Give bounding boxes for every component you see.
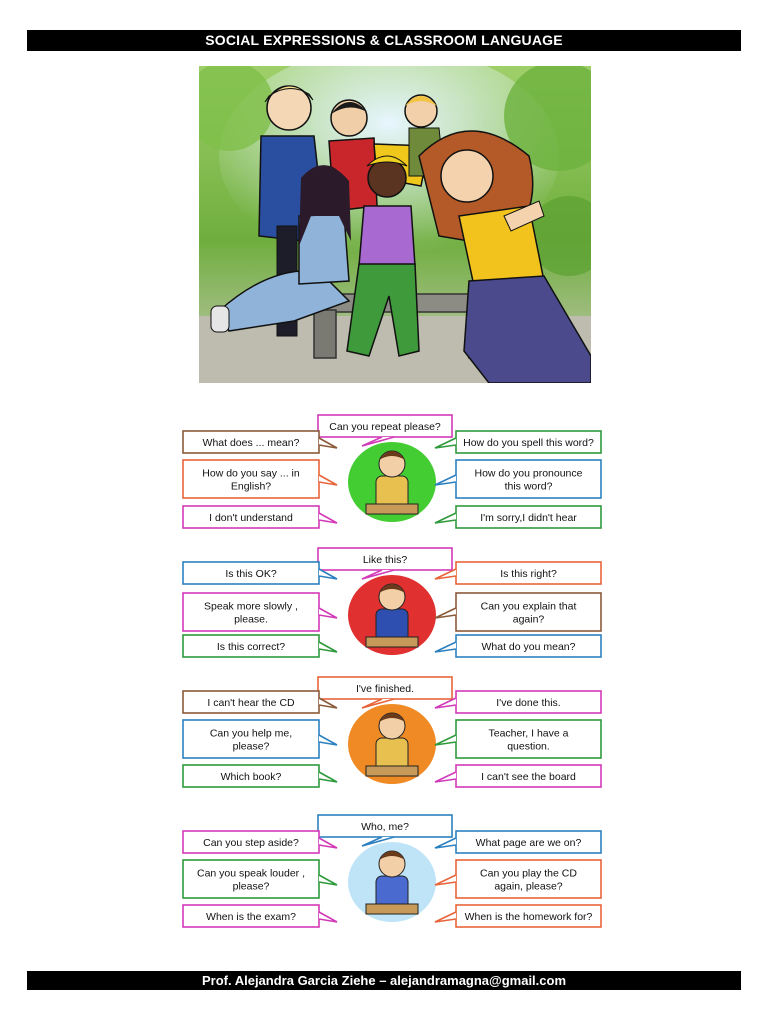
classroom-phrases-panel [177, 410, 607, 945]
phrase-left-3-1-text: I can't hear the CD [207, 697, 295, 709]
phrase-top-2-text: Like this? [362, 554, 408, 566]
phrase-left-3-3-text: Which book? [220, 771, 282, 783]
phrase-top-4-text: Who, me? [361, 821, 409, 833]
phrase-right-1-3-text: I'm sorry,I didn't hear [480, 512, 577, 524]
phrase-right-2-3-text: What do you mean? [481, 641, 576, 653]
phrase-right-4-3 [435, 905, 601, 927]
phrase-right-2-1 [435, 562, 601, 584]
phrase-right-3-2-text: Teacher, I have a question. [488, 727, 569, 753]
phrase-right-2-1-text: Is this right? [500, 568, 557, 580]
phrase-left-2-3-text: Is this correct? [216, 641, 286, 653]
phrase-left-1-3 [183, 506, 337, 528]
phrase-left-2-2-text: Speak more slowly , please. [204, 600, 298, 626]
phrase-left-4-3-text: When is the exam? [206, 911, 296, 923]
phrase-right-3-3-text: I can't see the board [481, 771, 576, 783]
phrase-left-1-1-text: What does ... mean? [202, 437, 300, 449]
phrase-left-3-2-text: Can you help me, please? [209, 727, 293, 753]
phrase-right-4-1 [435, 831, 601, 853]
phrase-left-2-1-text: Is this OK? [225, 568, 277, 580]
student-figure-3 [348, 704, 436, 784]
phrase-right-4-2 [435, 860, 601, 898]
phrase-right-1-3 [435, 506, 601, 528]
phrase-left-4-2 [183, 860, 337, 898]
phrase-right-3-1-text: I've done this. [496, 697, 561, 709]
phrase-right-1-2 [435, 460, 601, 498]
page-title: SOCIAL EXPRESSIONS & CLASSROOM LANGUAGE [27, 30, 741, 51]
phrase-top-2 [318, 548, 452, 579]
phrase-right-2-2-text: Can you explain that again? [480, 600, 577, 626]
phrase-right-4-3-text: When is the homework for? [464, 911, 593, 923]
phrase-left-1-3-text: I don't understand [209, 512, 293, 524]
phrase-left-3-2 [183, 720, 337, 758]
phrase-right-1-1 [435, 431, 601, 453]
footer-credit: Prof. Alejandra Garcia Ziehe – alejandramagna@gmail.com [27, 971, 741, 990]
phrase-left-1-2-text: How do you say ... in English? [202, 467, 300, 493]
student-figure-1 [348, 442, 436, 522]
student-figure-2 [348, 575, 436, 655]
phrase-top-3 [318, 677, 452, 708]
phrase-left-3-3 [183, 765, 337, 787]
phrase-top-3-text: I've finished. [355, 683, 415, 695]
phrase-top-1 [318, 415, 452, 446]
phrase-right-3-2 [435, 720, 601, 758]
phrase-left-4-1-text: Can you step aside? [203, 837, 299, 849]
phrase-right-4-2-text: Can you play the CD again, please? [480, 867, 577, 893]
phrase-right-2-2 [435, 593, 601, 631]
student-figure-4 [348, 842, 436, 922]
students-group-illustration [199, 66, 591, 383]
phrase-left-4-2-text: Can you speak louder , please? [197, 867, 305, 893]
phrase-left-2-3 [183, 635, 337, 657]
phrase-right-3-1 [435, 691, 601, 713]
phrase-left-1-1 [183, 431, 337, 453]
phrase-left-4-3 [183, 905, 337, 927]
phrase-right-4-1-text: What page are we on? [475, 837, 582, 849]
phrase-left-2-1 [183, 562, 337, 584]
phrase-left-3-1 [183, 691, 337, 713]
phrase-left-4-1 [183, 831, 337, 853]
phrase-top-1-text: Can you repeat please? [329, 421, 441, 433]
phrase-left-2-2 [183, 593, 337, 631]
phrase-right-2-3 [435, 635, 601, 657]
phrase-top-4 [318, 815, 452, 846]
phrase-right-1-1-text: How do you spell this word? [463, 437, 594, 449]
phrase-left-1-2 [183, 460, 337, 498]
phrase-right-1-2-text: How do you pronounce this word? [474, 467, 583, 493]
phrase-right-3-3 [435, 765, 601, 787]
